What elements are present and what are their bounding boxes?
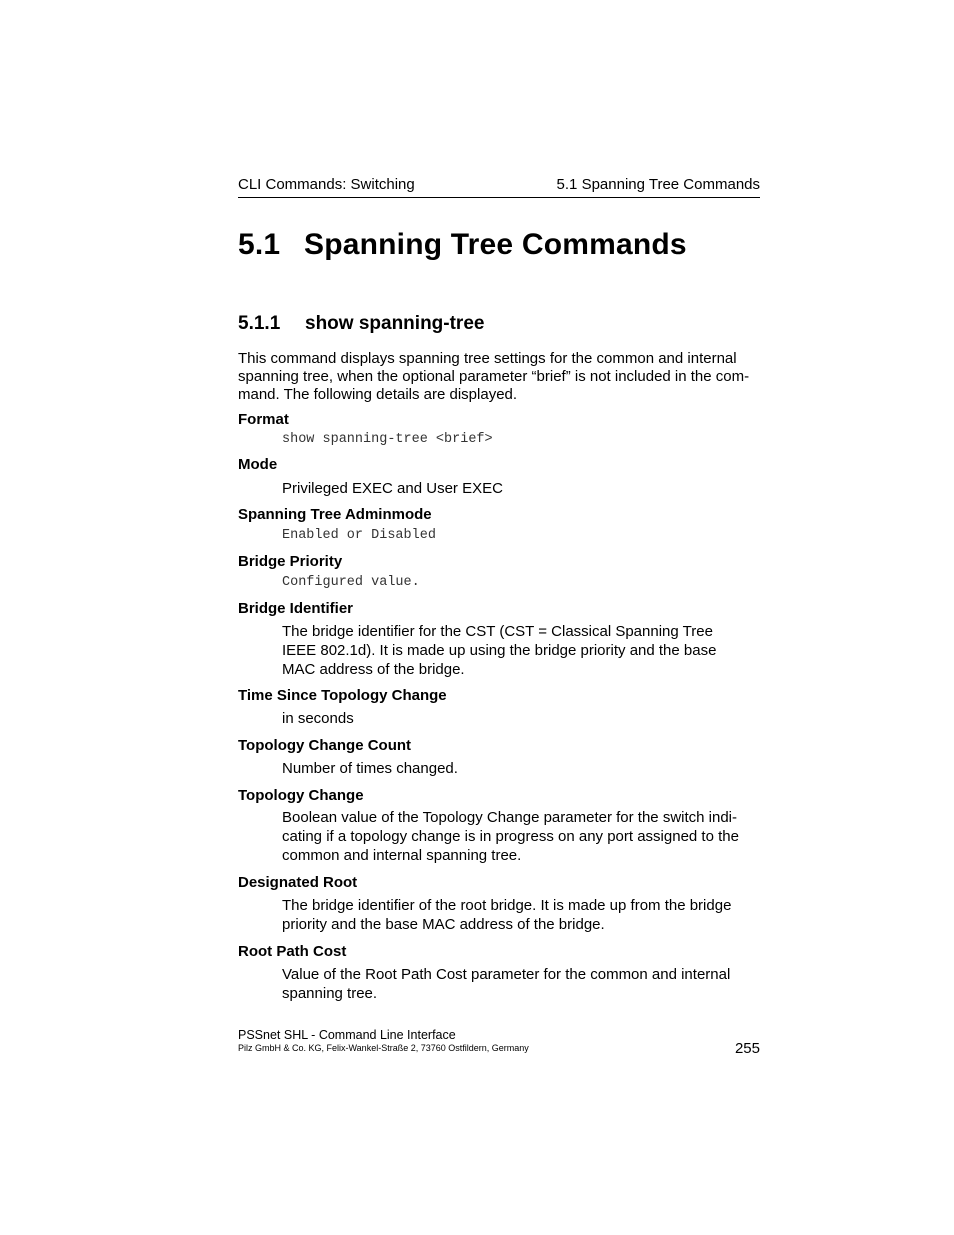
term-designated-root: Designated Root	[238, 874, 358, 891]
header-chapter: CLI Commands: Switching	[238, 176, 415, 193]
subsection-number: 5.1.1	[238, 313, 281, 334]
term-mode: Mode	[238, 456, 278, 473]
bridge-priority-code: Configured value.	[282, 575, 420, 590]
footer-address: Pilz GmbH & Co. KG, Felix-Wankel-Straße 2, 73760 Ostfildern, Germany	[238, 1043, 529, 1053]
term-adminmode: Spanning Tree Adminmode	[238, 506, 432, 523]
mode-description	[282, 479, 760, 498]
intro-line: spanning tree, when the optional parameter “brief” is not included in the com-	[238, 368, 750, 385]
description-line: cating if a topology change is in progress on any port assigned to the	[282, 828, 739, 845]
footer-title: PSSnet SHL - Command Line Interface	[238, 1028, 456, 1042]
page-number: 255	[734, 1040, 760, 1057]
topology-change-description	[282, 808, 760, 865]
description-line: The bridge identifier of the root bridge. It is made up from the bridge	[282, 897, 732, 914]
adminmode-code: Enabled or Disabled	[282, 528, 436, 543]
term-bridge-identifier: Bridge Identifier	[238, 600, 354, 617]
description-line: common and internal spanning tree.	[282, 847, 522, 864]
description-line: in seconds	[282, 710, 354, 727]
term-bridge-priority: Bridge Priority	[238, 553, 343, 570]
change-count-description	[282, 759, 760, 778]
time-since-description	[282, 709, 760, 728]
root-path-cost-description	[282, 965, 760, 1003]
running-header	[238, 175, 760, 198]
intro-paragraph	[238, 350, 760, 404]
description-line: MAC address of the bridge.	[282, 661, 465, 678]
description-line: Boolean value of the Topology Change parameter for the switch indi-	[282, 809, 738, 826]
term-time-since-topology-change: Time Since Topology Change	[238, 687, 447, 704]
intro-line: mand. The following details are displayed.	[238, 386, 518, 403]
description-line: IEEE 802.1d). It is made up using the bridge priority and the base	[282, 642, 717, 659]
bridge-identifier-description	[282, 622, 760, 679]
term-topology-change-count: Topology Change Count	[238, 737, 412, 754]
subsection-title: show spanning-tree	[305, 313, 485, 334]
section-number: 5.1	[238, 228, 281, 261]
designated-root-description	[282, 896, 760, 934]
description-line: spanning tree.	[282, 985, 378, 1002]
intro-line: This command displays spanning tree settings for the common and internal	[238, 350, 737, 367]
description-line: Value of the Root Path Cost parameter for the common and internal	[282, 966, 731, 983]
format-code: show spanning-tree <brief>	[282, 432, 493, 447]
description-line: Number of times changed.	[282, 760, 458, 777]
description-line: The bridge identifier for the CST (CST = Classical Spanning Tree	[282, 623, 713, 640]
term-root-path-cost: Root Path Cost	[238, 943, 347, 960]
description-line: priority and the base MAC address of the bridge.	[282, 916, 605, 933]
header-section: 5.1 Spanning Tree Commands	[556, 176, 760, 193]
section-title: Spanning Tree Commands	[304, 228, 687, 261]
term-format: Format	[238, 411, 289, 428]
term-topology-change: Topology Change	[238, 787, 364, 804]
mode-text: Privileged EXEC and User EXEC	[282, 480, 503, 497]
section-heading	[238, 228, 687, 262]
subsection-heading	[238, 313, 484, 335]
